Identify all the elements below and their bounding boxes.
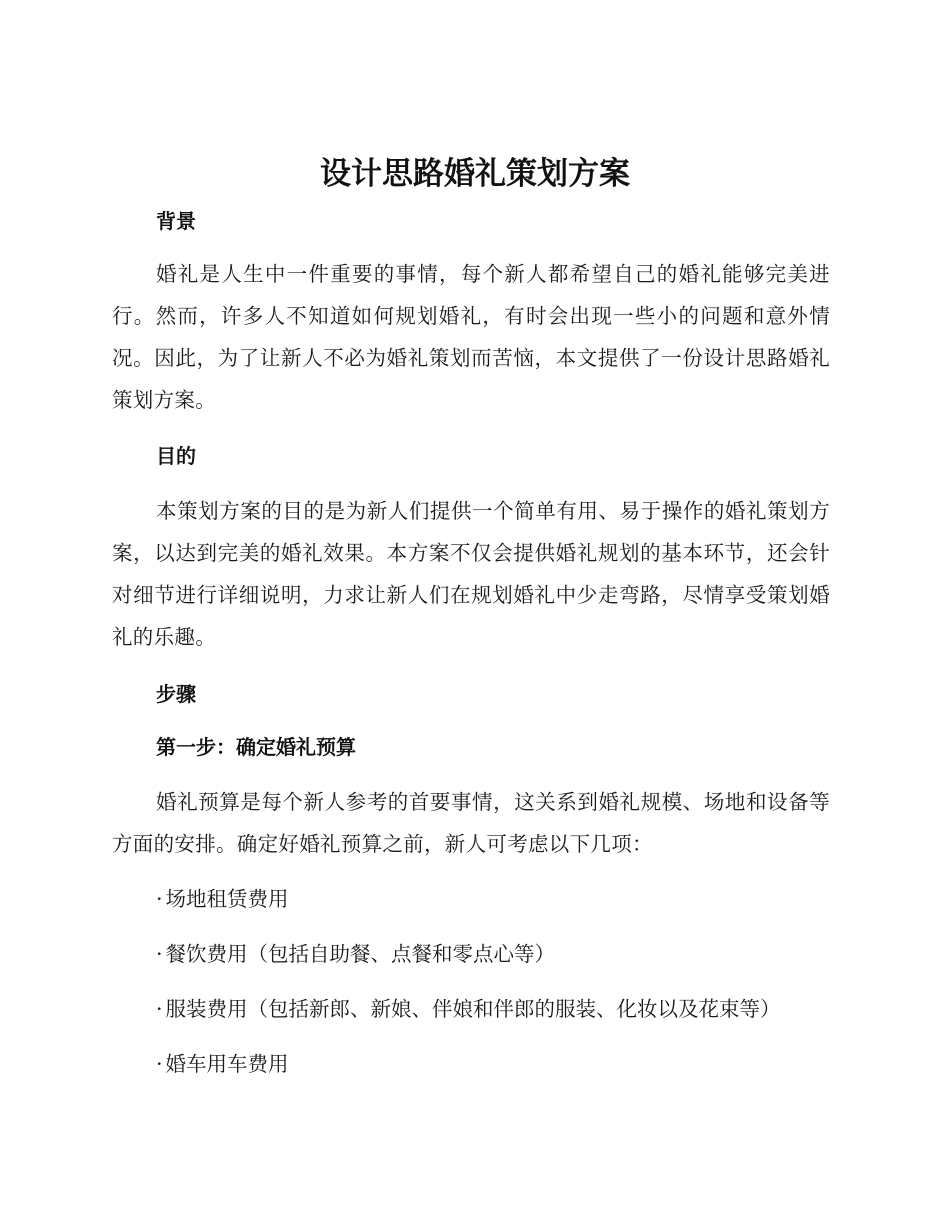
list-item <box>156 1049 289 1079</box>
paragraph-background: 婚礼是人生中一件重要的事情，每个新人都希望自己的婚礼能够完美进行。然而，许多人不知道如何规划婚礼，有时会出现一些小的问题和意外情况。因此，为了让新人不必为婚礼策划而苦恼，本文提供了一份设计思路婚礼策划方案。 <box>112 262 830 412</box>
list-item-text: 场地租赁费用 <box>165 887 289 911</box>
bullet-icon: · <box>156 1052 163 1076</box>
list-item <box>156 884 289 914</box>
step1-heading: 第一步：确定婚礼预算 <box>156 735 356 759</box>
paragraph-purpose: 本策划方案的目的是为新人们提供一个简单有用、易于操作的婚礼策划方案，以达到完美的婚礼效果。本方案不仅会提供婚礼规划的基本环节，还会针对细节进行详细说明，力求让新人们在规划婚礼中少走弯路，尽情享受策划婚礼的乐趣。 <box>112 499 830 649</box>
bullet-icon: · <box>156 942 163 966</box>
bullet-icon: · <box>156 887 163 911</box>
list-item-text: 婚车用车费用 <box>165 1052 289 1076</box>
document-title: 设计思路婚礼策划方案 <box>320 156 630 192</box>
list-item-text: 服装费用（包括新郎、新娘、伴娘和伴郎的服装、化妆以及花束等） <box>165 997 781 1021</box>
section-heading-background: 背景 <box>156 209 196 233</box>
list-item <box>156 994 781 1024</box>
list-item <box>156 939 555 969</box>
section-heading-steps: 步骤 <box>156 682 196 706</box>
paragraph-step1: 婚礼预算是每个新人参考的首要事情，这关系到婚礼规模、场地和设备等方面的安排。确定好婚礼预算之前，新人可考虑以下几项： <box>112 790 830 856</box>
bullet-icon: · <box>156 997 163 1021</box>
list-item-text: 餐饮费用（包括自助餐、点餐和零点心等） <box>165 942 556 966</box>
section-heading-purpose: 目的 <box>156 444 196 468</box>
